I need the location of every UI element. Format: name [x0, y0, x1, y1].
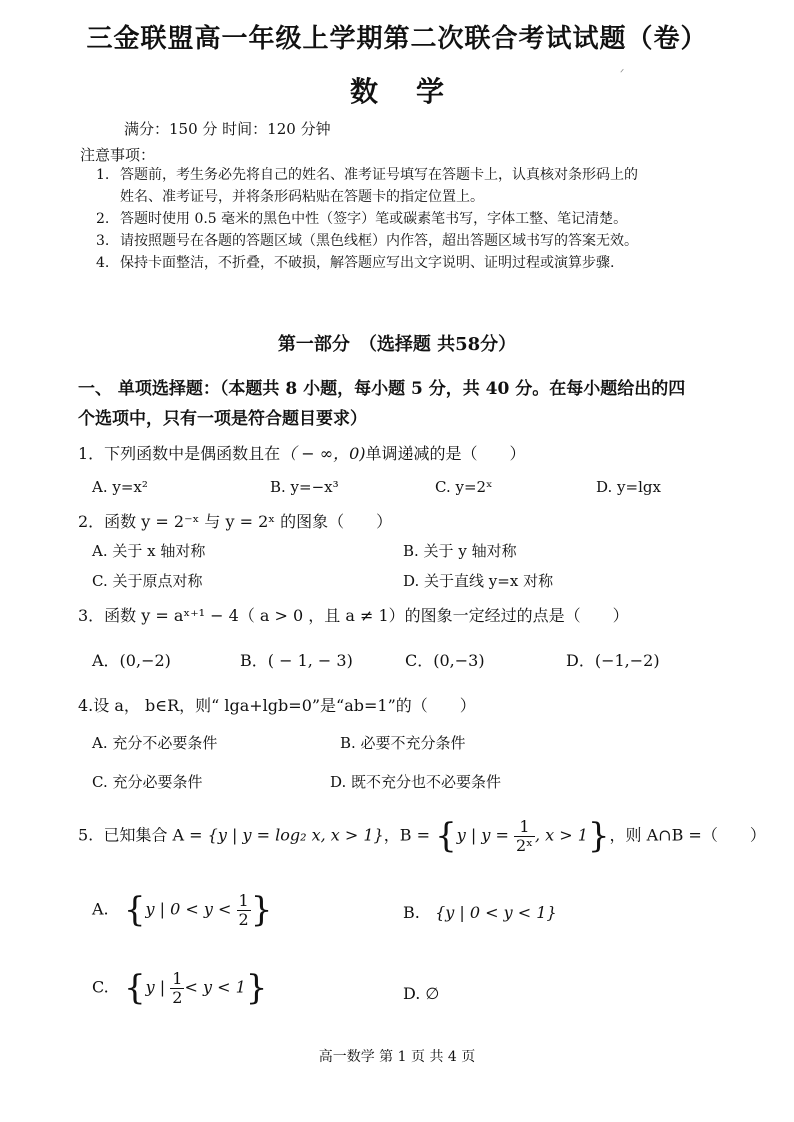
question-4-stem: 4.设 a， b∈R，则“ lga+lgb=0”是“ab=1”的（ ）	[78, 696, 476, 715]
q1-option-d[interactable]: D. y=lgx	[596, 478, 661, 496]
q2-option-c[interactable]: C. 关于原点对称	[92, 572, 203, 590]
q3-option-c[interactable]: C．(0,−3)	[405, 651, 485, 670]
q1-option-b[interactable]: B. y=−x³	[270, 478, 339, 496]
question-5-stem: 5. 已知集合 A = {y | y = log₂ x, x > 1}，B = {y | y = $\frac{1}{\text{2ˣ}}$ , x > 1}，则 A∩B =（ ）	[78, 816, 766, 857]
q3-option-a[interactable]: A．(0,−2)	[92, 651, 171, 670]
q1-option-c[interactable]: C. y=2ˣ	[435, 478, 493, 496]
subject-title: 数学	[349, 75, 482, 108]
note-item-cont: 姓名、准考证号，并将条形码粘贴在答题卡的指定位置上。	[120, 189, 484, 205]
question-1-stem: 1．下列函数中是偶函数且在（ − ∞，0)单调递减的是（ ）	[78, 444, 526, 463]
q2-option-a[interactable]: A. 关于 x 轴对称	[92, 542, 206, 560]
q5-option-b[interactable]: B. {y | 0 < y < 1}	[403, 903, 557, 922]
note-item: 1. 答题前，考生务必先将自己的姓名、准考证号填写在答题卡上，认真核对条形码上的	[96, 167, 638, 183]
q5-option-c[interactable]: C. {y | $\frac{1}{2}$ < y < 1}	[92, 968, 268, 1009]
scan-mark: ᐟ	[620, 68, 625, 79]
q1-option-a[interactable]: A. y=x²	[92, 478, 148, 496]
q4-option-d[interactable]: D. 既不充分也不必要条件	[330, 773, 502, 791]
q5-option-d[interactable]: D. ∅	[403, 984, 440, 1003]
question-3-stem: 3．函数 y = aˣ⁺¹ − 4（ a > 0 ，且 a ≠ 1）的图象一定经过的点是（ ）	[78, 606, 629, 625]
note-item: 4. 保持卡面整洁，不折叠，不破损，解答题应写出文字说明、证明过程或演算步骤.	[96, 255, 615, 271]
part-heading: 第一部分 （选择题 共58分）	[277, 334, 517, 355]
note-item: 3. 请按照题号在各题的答题区域（黑色线框）内作答，超出答题区域书写的答案无效。	[96, 233, 638, 249]
score-time: 满分：150 分 时间：120 分钟	[124, 120, 331, 138]
page-footer: 高一数学 第 1 页 共 4 页	[318, 1049, 476, 1065]
section-heading-cont: 个选项中，只有一项是符合题目要求）	[78, 409, 367, 429]
question-2-stem: 2．函数 y = 2⁻ˣ 与 y = 2ˣ 的图象（ ）	[78, 512, 393, 531]
q5-option-a[interactable]: A. {y | 0 < y < $\frac{1}{2}$ }	[92, 890, 273, 931]
note-item: 2. 答题时使用 0.5 毫米的黑色中性（签字）笔或碳素笔书写，字体工整、笔记清楚。	[96, 211, 628, 227]
q3-option-b[interactable]: B．( − 1, − 3)	[240, 651, 353, 670]
q4-option-a[interactable]: A. 充分不必要条件	[92, 734, 218, 752]
exam-title: 三金联盟高一年级上学期第二次联合考试试题（卷）	[86, 24, 708, 54]
q2-option-d[interactable]: D. 关于直线 y=x 对称	[403, 572, 554, 590]
q2-option-b[interactable]: B. 关于 y 轴对称	[403, 542, 517, 560]
section-heading: 一、 单项选择题：（本题共 8 小题，每小题 5 分，共 40 分。在每小题给出的四	[78, 379, 686, 399]
q4-option-b[interactable]: B. 必要不充分条件	[340, 734, 466, 752]
notes-title: 注意事项：	[80, 146, 156, 164]
q3-option-d[interactable]: D．(−1,−2)	[566, 651, 660, 670]
q4-option-c[interactable]: C. 充分必要条件	[92, 773, 203, 791]
